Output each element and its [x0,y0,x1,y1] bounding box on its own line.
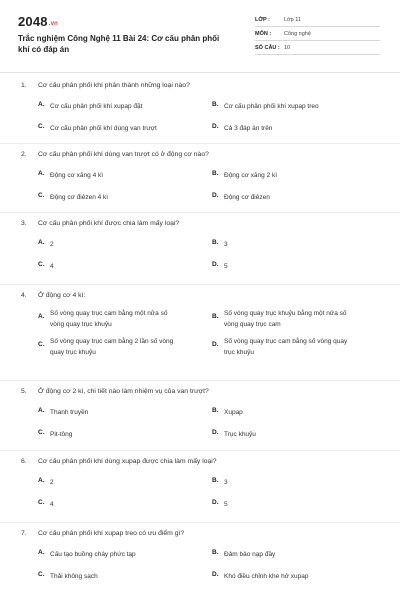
question-text: Ở động cơ 4 kì: [38,292,86,299]
question-number: 2. [21,151,27,158]
site-logo[interactable] [18,14,58,29]
question-stem [0,151,400,161]
option-letter: D. [212,429,219,436]
option-text: vòng quay trục cam [224,321,281,328]
question-divider [0,450,400,451]
option-letter: B. [212,239,219,246]
option-letter: C. [38,123,45,130]
option-text: Số vòng quay trục cam bằng 2 lần số vòng [50,338,174,345]
option-letter: C. [38,192,45,199]
option-text: Số vòng quay trục cam bằng số vòng quay [224,338,348,345]
option-letter: D. [212,261,219,268]
option-letter: A. [38,477,45,484]
question-divider [0,143,400,144]
question-number: 4. [21,292,27,299]
option-text: 5 [224,501,228,508]
logo-text: 2048 [18,14,48,29]
option-text: 2 [50,479,54,486]
page-title: Trắc nghiệm Công Nghệ 11 Bài 24: Cơ cấu phân phối khí có đáp án [18,34,220,54]
option-letter: D. [212,571,219,578]
question-number: 1. [21,82,27,89]
question-text: Cơ cấu phân phối khí xupap treo có ưu điểm gì? [38,530,185,537]
option-text: 4 [50,501,54,508]
option-text: Cả 3 đáp án trên [224,125,273,132]
header-divider [0,72,400,73]
question-divider [0,380,400,381]
option-text: Động cơ điêzen 4 kì [50,194,109,201]
question-divider [0,284,400,285]
question-text: Cơ cấu phân phối khí dùng xupap được chia làm mấy loại? [38,458,217,465]
option-text: Pit-tông [50,431,73,438]
option-text: Trục khuỷu [224,431,256,438]
option-text: quay trục khuỷu [50,349,96,356]
option-letter: D. [212,192,219,199]
option-text: 3 [224,241,228,248]
question-number: 5. [21,388,27,395]
option-text: Cơ cấu phân phối khí dùng van trượt [50,125,157,132]
option-text: Cấu tạo buồng cháy phức tạp [50,551,136,558]
meta-count-label: SỐ CÂU : [255,45,280,51]
question-text: Cơ cấu phân phối khí dùng van trượt có ở động cơ nào? [38,151,209,158]
option-text: Đảm bảo nạp đầy [224,551,276,558]
option-letter: A. [38,239,45,246]
option-text: 5 [224,263,228,270]
question-stem [0,292,400,302]
option-text: 2 [50,241,54,248]
meta-count-value: 10 [284,45,291,51]
option-text: Động cơ xăng 2 kì [224,172,278,179]
meta-subject [255,28,380,41]
question-stem [0,530,400,540]
meta-class [255,14,380,27]
option-letter: B. [212,407,219,414]
option-text: Động cơ xăng 4 kì [50,172,104,179]
page-header [0,0,400,72]
meta-class-label: LỚP : [255,17,270,23]
option-letter: A. [38,170,45,177]
option-text: Thanh truyền [50,409,89,416]
option-text: Cơ cấu phân phối khí xupap đặt [50,103,143,110]
option-letter: D. [212,499,219,506]
option-letter: A. [38,313,45,320]
meta-subject-value: Công nghệ [284,31,311,37]
option-text: 4 [50,263,54,270]
meta-question-count [255,42,380,55]
option-text: Thải không sạch [50,573,98,580]
option-text: Xupap [224,409,243,416]
question-text: Ở động cơ 2 kì, chi tiết nào làm nhiệm vụ của van trượt? [38,388,209,395]
option-letter: B. [212,170,219,177]
question-text: Cơ cấu phân phối khí được chia làm mấy loại? [38,220,180,227]
option-text: Số vòng quay trục cam bằng một nửa số [50,310,168,317]
option-letter: D. [212,123,219,130]
option-text: Động cơ điêzen [224,194,270,201]
meta-subject-label: MÔN : [255,31,272,37]
question-divider [0,522,400,523]
option-letter: B. [212,313,219,320]
question-divider [0,212,400,213]
option-letter: D. [212,341,219,348]
question-number: 6. [21,458,27,465]
question-stem [0,82,400,92]
option-text: Số vòng quay trục khuỷu bằng một nửa số [224,310,347,317]
option-letter: C. [38,499,45,506]
option-letter: A. [38,549,45,556]
option-letter: C. [38,429,45,436]
option-letter: A. [38,407,45,414]
option-text: vòng quay trục khuỷu [50,321,112,328]
question-number: 7. [21,530,27,537]
question-stem [0,458,400,468]
option-letter: C. [38,571,45,578]
question-text: Cơ cấu phân phối khí phân thành những loại nào? [38,82,190,89]
option-letter: B. [212,477,219,484]
logo-suffix: .vn [48,21,59,27]
meta-class-value: Lớp 11 [284,17,301,23]
question-stem [0,388,400,398]
option-text: Khó điều chỉnh khe hở xupap [224,573,309,580]
option-text: trục khuỷu [224,349,254,356]
option-text: Cơ cấu phân phối khí xupap treo [224,103,319,110]
option-letter: C. [38,261,45,268]
question-stem [0,220,400,230]
option-letter: B. [212,101,219,108]
question-number: 3. [21,220,27,227]
option-letter: A. [38,101,45,108]
option-letter: B. [212,549,219,556]
option-letter: C. [38,341,45,348]
option-text: 3 [224,479,228,486]
